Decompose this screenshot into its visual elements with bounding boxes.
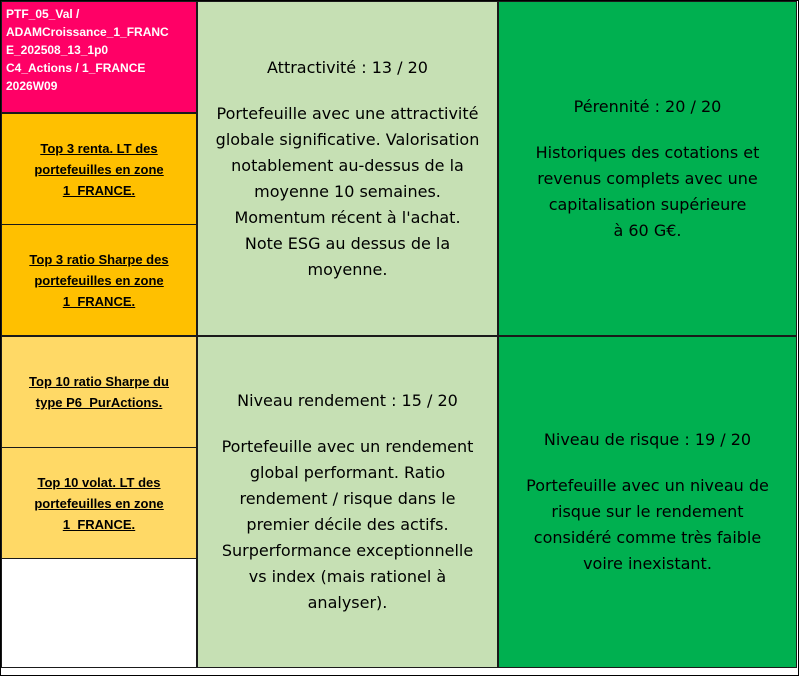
description-line: à 60 G€.: [613, 220, 682, 240]
rendement-description: [222, 434, 474, 616]
description-line: moyenne.: [307, 259, 388, 279]
description-line: global performant. Ratio: [249, 463, 446, 482]
risque-box: [498, 336, 797, 668]
description-line: voire inexistant.: [583, 554, 712, 573]
description-line: Portefeuille avec un niveau de: [526, 476, 769, 495]
ranking-cell-top3-renta: [1, 113, 197, 225]
attractivite-description: [216, 101, 480, 283]
perennite-description: [536, 140, 760, 244]
attractivite-title: Attractivité : 13 / 20: [267, 57, 428, 77]
ranking-text-line: Top 3 ratio Sharpe des: [29, 251, 169, 267]
description-line: Surperformance exceptionnelle: [221, 541, 474, 560]
description-line: considéré comme très faible: [533, 528, 762, 547]
description-line: vs index (mais rationel à: [248, 567, 447, 586]
description-line: Portefeuille avec une attractivité: [216, 103, 479, 123]
description-line: risque sur le rendement: [551, 502, 744, 521]
description-line: Note ESG au dessus de la: [244, 233, 451, 253]
attractivite-box: [197, 1, 498, 336]
description-line: premier décile des actifs.: [246, 515, 449, 534]
rendement-box: [197, 336, 498, 668]
ranking-link-top3-renta[interactable]: [26, 138, 171, 201]
ranking-cell-top3-sharpe: [1, 224, 197, 336]
ranking-text-line: portefeuilles en zone: [34, 272, 164, 288]
description-line: capitalisation supérieure: [548, 194, 747, 214]
ranking-text-line: type P6_PurActions.: [35, 395, 163, 410]
description-line: moyenne 10 semaines.: [254, 181, 441, 201]
ranking-cell-top10-volat: [1, 447, 197, 559]
portfolio-id-line: 2026W09: [6, 79, 58, 93]
risque-description: [526, 473, 769, 577]
ranking-text-line: Top 10 ratio Sharpe du: [29, 374, 169, 389]
perennite-box: [498, 1, 797, 336]
portfolio-id-line: ADAMCroissance_1_FRANC: [6, 25, 169, 39]
ranking-text-line: 1_FRANCE.: [62, 182, 136, 198]
description-line: Momentum récent à l'achat.: [234, 207, 461, 227]
description-line: rendement / risque dans le: [239, 489, 456, 508]
ranking-text-line: Top 3 renta. LT des: [40, 140, 158, 156]
ranking-text-line: 1_FRANCE.: [62, 293, 136, 309]
ranking-text-line: portefeuilles en zone: [34, 495, 164, 511]
empty-cell: [1, 558, 197, 668]
ranking-text-line: Top 10 volat. LT des: [37, 474, 161, 490]
description-line: notablement au-dessus de la: [231, 155, 464, 175]
description-line: Historiques des cotations et: [535, 142, 760, 162]
ranking-text-line: 1_FRANCE.: [62, 516, 136, 532]
description-line: analyser).: [307, 593, 388, 612]
portfolio-id-line: C4_Actions / 1_FRANCE: [6, 61, 146, 75]
ranking-cell-top10-sharpe: [1, 336, 197, 448]
description-line: revenus complets avec une: [537, 168, 758, 188]
rendement-title: Niveau rendement : 15 / 20: [237, 391, 458, 410]
ranking-link-top3-sharpe[interactable]: [21, 249, 176, 312]
description-line: Portefeuille avec un rendement: [221, 437, 474, 456]
portfolio-id-cell: [1, 1, 197, 113]
ranking-link-top10-volat[interactable]: [26, 472, 171, 535]
perennite-title: Pérennité : 20 / 20: [573, 96, 722, 116]
ranking-link-top10-sharpe[interactable]: [21, 371, 177, 413]
description-line: globale significative. Valorisation: [215, 129, 480, 149]
risque-title: Niveau de risque : 19 / 20: [543, 430, 752, 449]
portfolio-id-line: E_202508_13_1p0: [6, 43, 109, 57]
ranking-text-line: portefeuilles en zone: [34, 161, 164, 177]
portfolio-id-line: PTF_05_Val /: [6, 7, 80, 21]
